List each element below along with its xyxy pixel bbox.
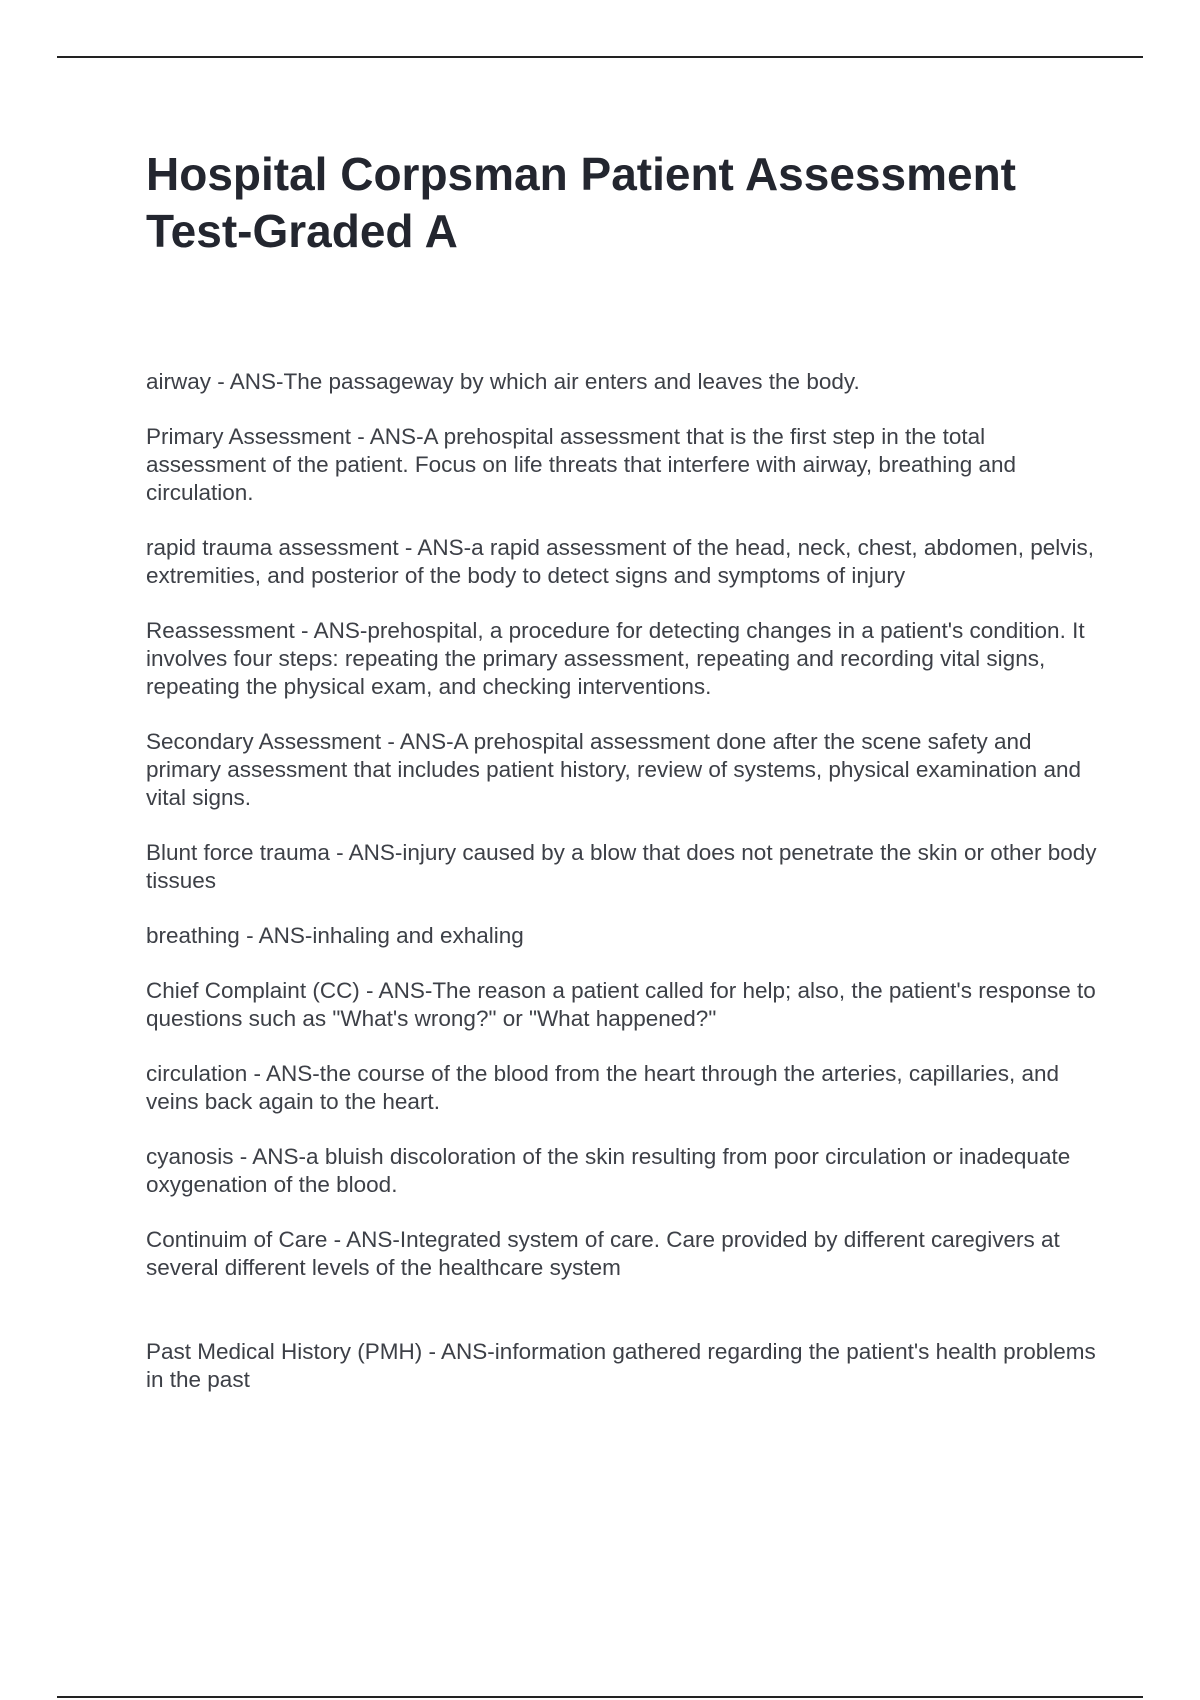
entry-blunt-force-trauma: Blunt force trauma - ANS-injury caused by a blow that does not penetrate the skin or other body tissues (146, 840, 1097, 893)
entry-breathing: breathing - ANS-inhaling and exhaling (146, 923, 524, 948)
document-title: Hospital Corpsman Patient Assessment Test-Graded A (146, 148, 1016, 257)
entry-cyanosis: cyanosis - ANS-a bluish discoloration of the skin resulting from poor circulation or inadequate oxygenation of the blood. (146, 1144, 1071, 1197)
entry-list (146, 368, 1098, 1421)
entry-chief-complaint: Chief Complaint (CC) - ANS-The reason a patient called for help; also, the patient's response to questions such as "What's wrong?" or "What happened?" (146, 978, 1096, 1031)
entry-continuum-of-care: Continuim of Care - ANS-Integrated system of care. Care provided by different caregivers at several different levels of the healthcare system (146, 1227, 1060, 1280)
entry-rapid-trauma-assessment: rapid trauma assessment - ANS-a rapid assessment of the head, neck, chest, abdomen, pelvis, extremities, and posterior of the body to detect signs and symptoms of injury (146, 535, 1094, 588)
bottom-rule (57, 1696, 1143, 1698)
entry-airway: airway - ANS-The passageway by which air enters and leaves the body. (146, 369, 860, 394)
entry-primary-assessment: Primary Assessment - ANS-A prehospital assessment that is the first step in the total assessment of the patient. Focus on life threats that interfere with airway, breathing and circulation. (146, 424, 1017, 505)
entry-reassessment: Reassessment - ANS-prehospital, a procedure for detecting changes in a patient's condition. It involves four steps: repeating the primary assessment, repeating and recording vital signs, repeating the physical exam, and checking interventions. (146, 618, 1085, 699)
entry-secondary-assessment: Secondary Assessment - ANS-A prehospital assessment done after the scene safety and primary assessment that includes patient history, review of systems, physical examination and vital signs. (146, 729, 1081, 810)
top-rule (57, 56, 1143, 58)
entry-circulation: circulation - ANS-the course of the blood from the heart through the arteries, capillaries, and veins back again to the heart. (146, 1061, 1059, 1114)
entry-past-medical-history: Past Medical History (PMH) - ANS-information gathered regarding the patient's health problems in the past (146, 1339, 1096, 1392)
